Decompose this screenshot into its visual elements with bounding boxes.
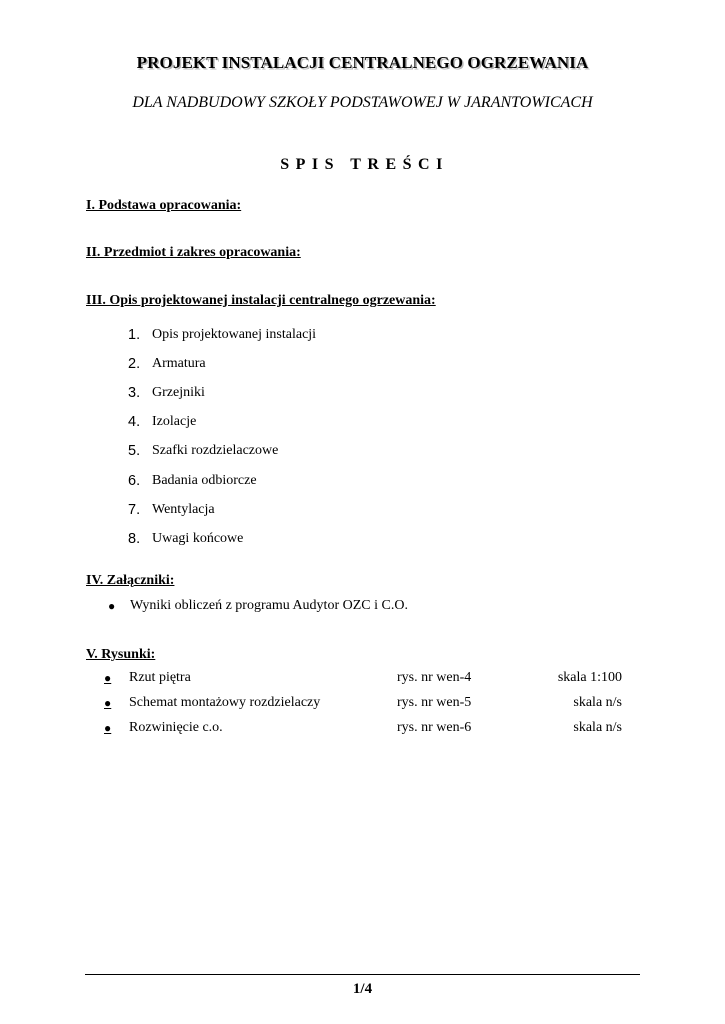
list-item [128,495,316,524]
drawing-name: Schemat montażowy rozdzielaczy [129,695,321,710]
section-heading-installation-description: III. Opis projektowanej instalacji centralnego ogrzewania: [86,293,436,308]
drawing-scale: skala n/s [573,695,622,710]
description-list [128,320,316,554]
list-item-label: Wentylacja [152,501,215,517]
list-item [128,524,316,553]
list-item-label: Grzejniki [152,384,205,400]
section-heading-drawings: V. Rysunki: [86,647,156,662]
page-number: 1/4 [352,981,373,997]
attachment-label: Wyniki obliczeń z programu Audytor OZC i C.O. [130,598,408,613]
attachment-item [108,596,408,616]
list-item-number: 2. [128,355,141,372]
list-item [128,349,316,378]
drawing-scale: skala n/s [573,720,622,735]
document-title: PROJEKT INSTALACJI CENTRALNEGO OGRZEWANIA [136,53,589,72]
list-item-number: 1. [128,326,141,343]
list-item-number: 7. [128,501,141,518]
bullet-icon: ● [104,696,112,710]
drawing-number: rys. nr wen-5 [397,695,472,710]
list-item [128,408,316,437]
drawing-number: rys. nr wen-6 [397,720,472,735]
drawing-scale: skala 1:100 [557,670,622,685]
list-item [128,466,316,495]
list-item [128,378,316,407]
bullet-icon: ● [104,721,112,735]
section-heading-basis: I. Podstawa opracowania: [86,198,242,213]
drawing-name: Rzut piętra [129,670,191,685]
drawing-row [104,670,622,690]
list-item [128,320,316,349]
drawing-number: rys. nr wen-4 [397,670,472,685]
list-item-label: Armatura [152,355,206,371]
list-item-label: Izolacje [152,414,197,430]
drawing-name: Rozwinięcie c.o. [129,720,223,735]
section-heading-attachments: IV. Załączniki: [86,573,175,588]
list-item-number: 4. [128,414,141,431]
list-item-number: 5. [128,443,141,460]
section-heading-scope: II. Przedmiot i zakres opracowania: [86,245,301,260]
drawing-row [104,695,622,715]
list-item-number: 6. [128,472,141,489]
list-item-label: Opis projektowanej instalacji [152,326,317,342]
list-item-number: 8. [128,530,141,547]
list-item-label: Badania odbiorcze [152,472,257,488]
footer-divider [85,974,640,975]
bullet-icon: ● [108,599,116,613]
drawing-row [104,720,622,740]
list-item-number: 3. [128,384,141,401]
list-item-label: Uwagi końcowe [152,530,244,546]
bullet-icon: ● [104,671,112,685]
document-subtitle: DLA NADBUDOWY SZKOŁY PODSTAWOWEJ W JARANTOWICACH [132,94,593,111]
toc-heading: SPIS TREŚCI [280,156,449,173]
list-item [128,437,316,466]
list-item-label: Szafki rozdzielaczowe [152,443,279,459]
